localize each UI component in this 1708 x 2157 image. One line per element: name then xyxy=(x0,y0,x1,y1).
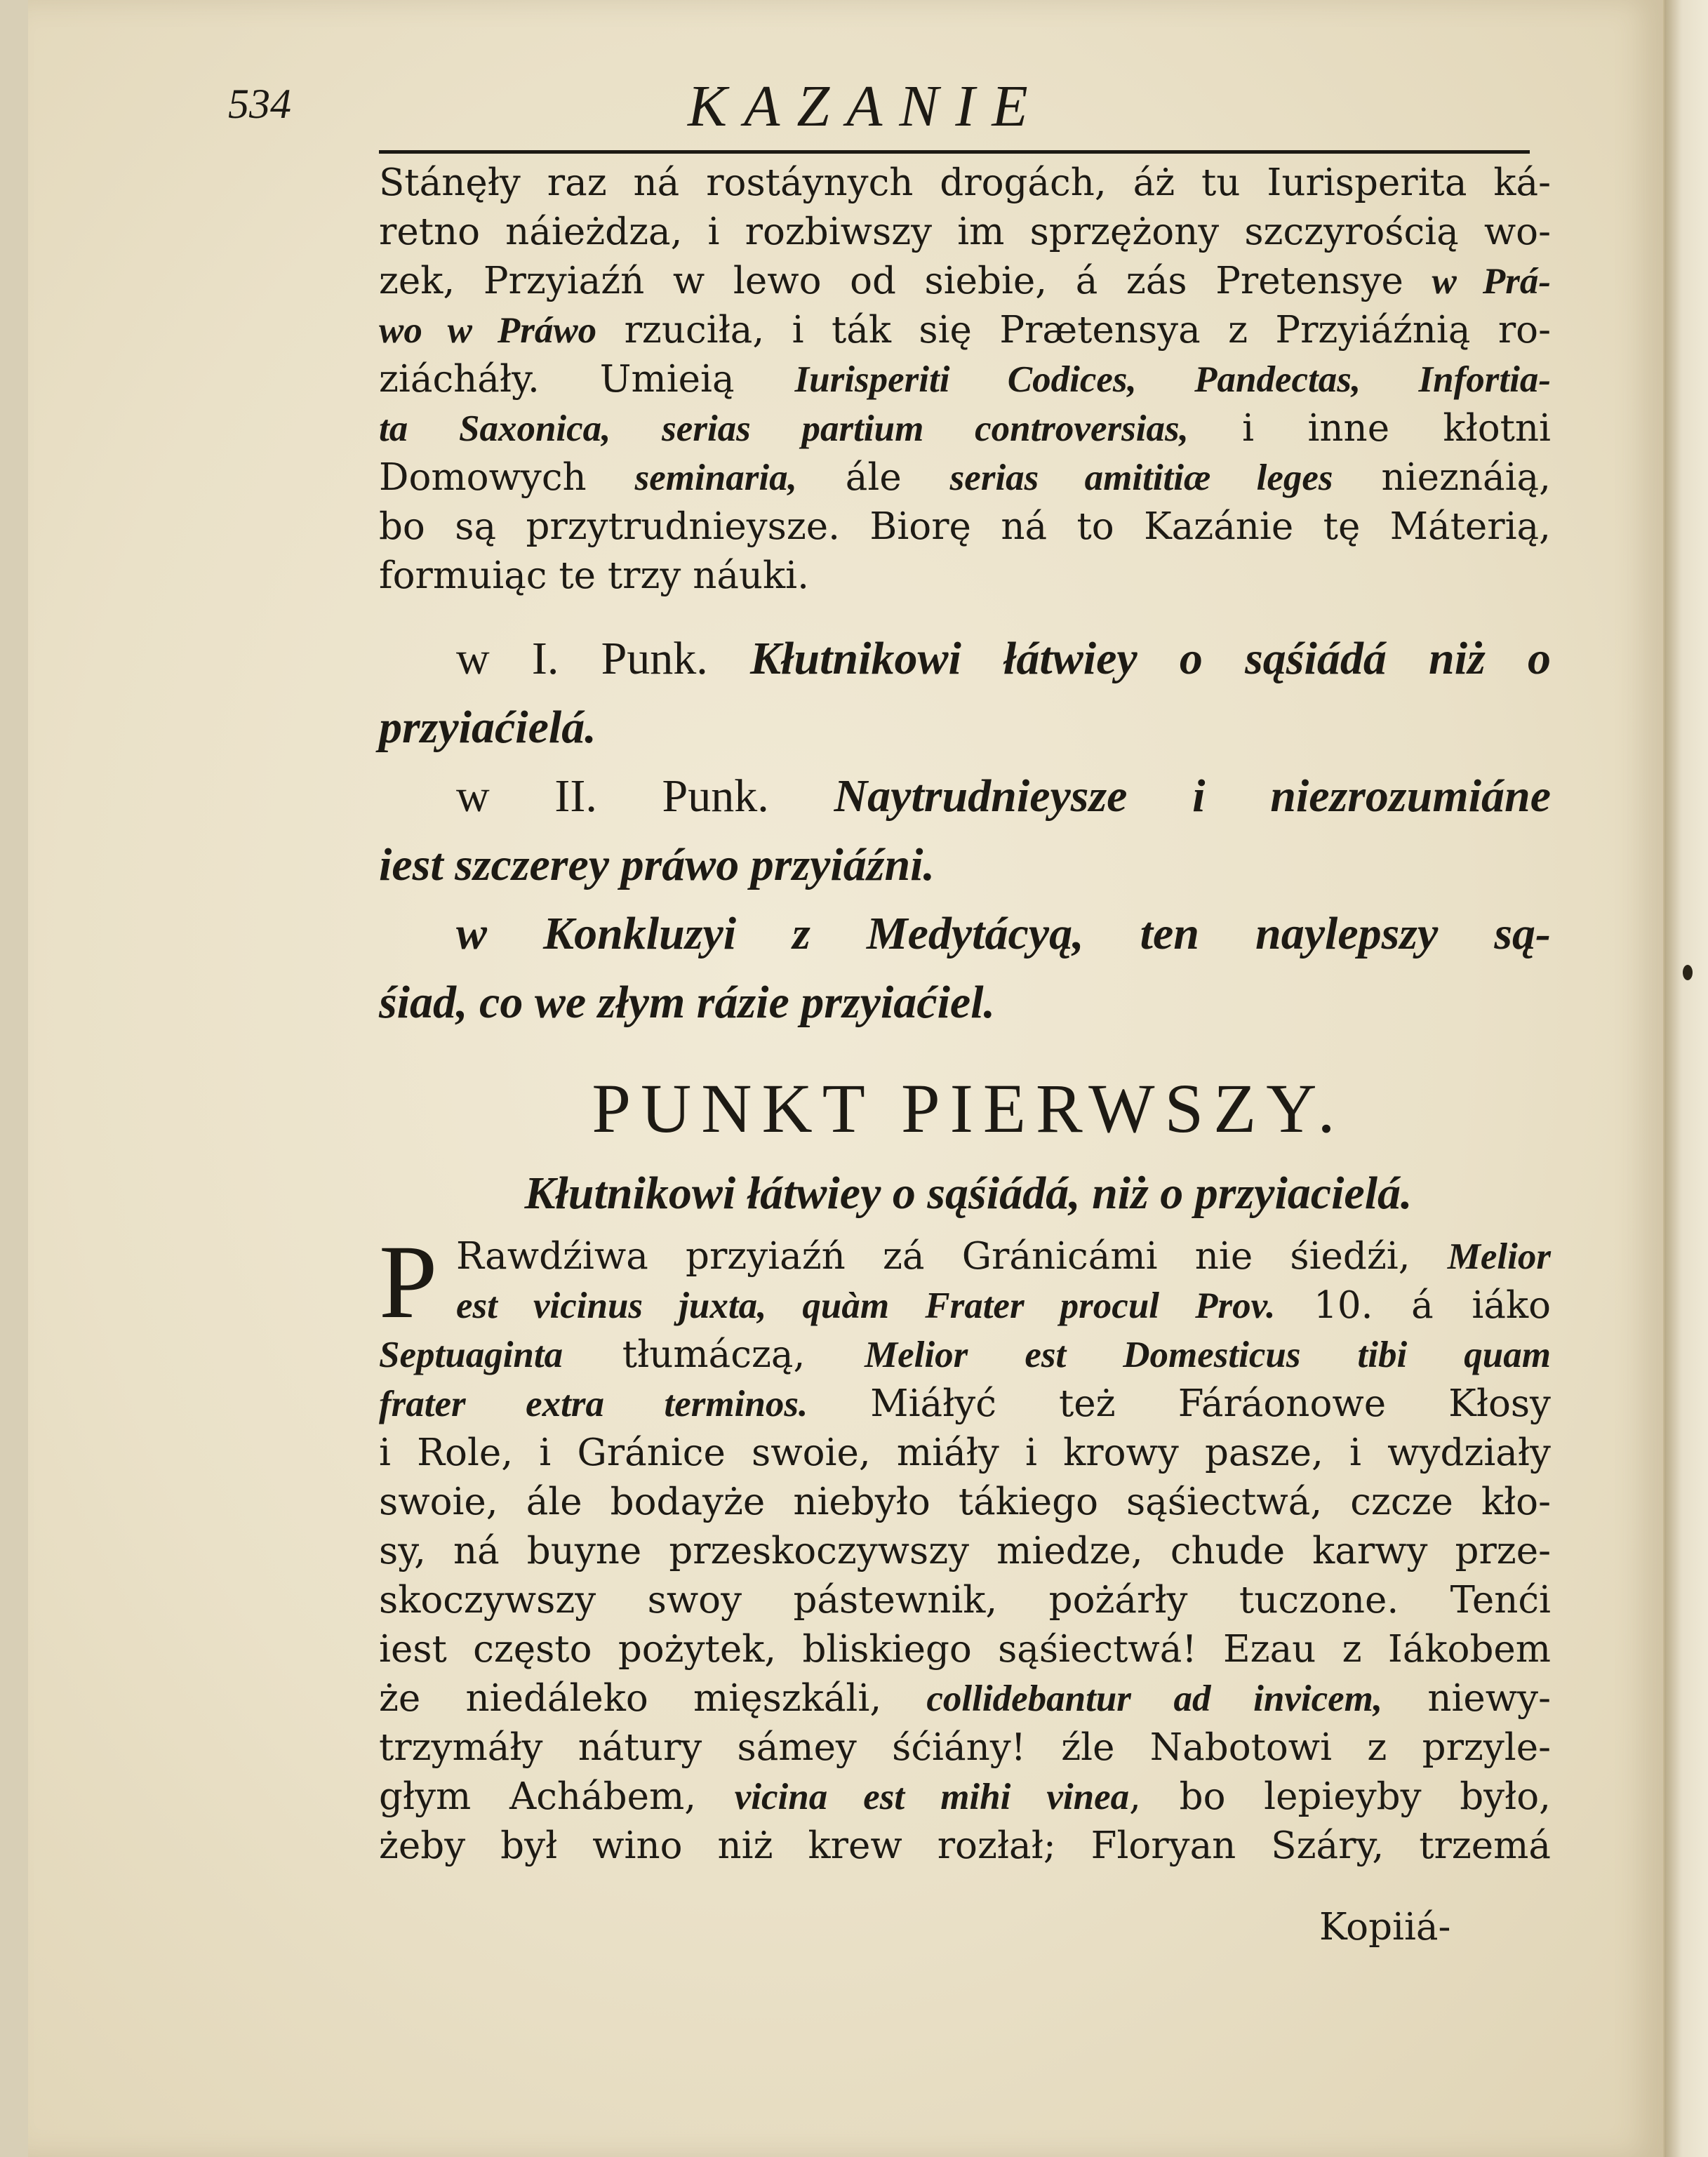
text-line xyxy=(379,900,1551,968)
text-line xyxy=(379,1723,1551,1772)
roman-text: w I. Punk. xyxy=(456,633,751,684)
roman-text: iest często pożytek, bliskiego sąśiectwá! Ezau z Iákobem xyxy=(379,1628,1551,1671)
text-line xyxy=(379,1527,1551,1576)
roman-text: skoczywszy swoy pástewnik, pożárły tuczone. Tenći xyxy=(379,1579,1551,1622)
catchword: Kopiiá- xyxy=(1319,1906,1451,1949)
italic-text: vicina est mihi vinea xyxy=(734,1777,1130,1817)
italic-text: ta Saxonica, serias partium controversias, xyxy=(379,408,1189,449)
text-line xyxy=(379,404,1551,453)
section-subheading: Kłutnikowi łátwiey o sąśiádá, niż o przyiacielá. xyxy=(524,1168,1413,1219)
italic-text: Iurisperiti Codices, Pandectas, Infortia- xyxy=(794,359,1551,400)
italic-text: w Konkluzyi z Medytácyą, ten naylepszy są- xyxy=(456,908,1551,959)
text-line xyxy=(379,208,1551,257)
roman-text: sy, ná buyne przeskoczywszy miedze, chude karwy prze- xyxy=(379,1530,1551,1572)
text-line xyxy=(379,257,1551,306)
text-line xyxy=(379,355,1551,404)
text-line xyxy=(379,968,1551,1037)
text-line xyxy=(379,1380,1551,1429)
italic-text: Melior xyxy=(1447,1236,1551,1277)
roman-text: ále xyxy=(796,456,950,499)
roman-text: , bo lepieyby było, xyxy=(1129,1775,1551,1818)
italic-text: iest szczerey práwo przyiáźni. xyxy=(379,839,935,890)
text-line xyxy=(379,306,1551,355)
text-line xyxy=(379,453,1551,502)
roman-text: 10. á iáko xyxy=(1275,1284,1551,1327)
text-line xyxy=(379,625,1551,693)
roman-text: bo są przytrudnieysze. Biorę ná to Kazánie tę Máterią, xyxy=(379,505,1551,548)
text-line xyxy=(379,1478,1551,1527)
roman-text: Domowych xyxy=(379,456,635,499)
roman-text: swoie, ále bodayże niebyło tákiego sąśiectwá, czcze kło- xyxy=(379,1481,1551,1523)
italic-text: w Prá- xyxy=(1432,261,1552,302)
italic-text: serias amititiæ leges xyxy=(949,458,1333,498)
italic-text: frater extra terminos. xyxy=(379,1384,808,1424)
roman-text: w II. Punk. xyxy=(456,770,834,822)
roman-text: zek, Przyiaźń w lewo od siebie, á zás Pretensye xyxy=(379,260,1432,302)
text-line xyxy=(379,1232,1551,1281)
roman-text: że niedáleko mięszkáli, xyxy=(379,1677,927,1720)
italic-text: Septuaginta xyxy=(379,1335,563,1375)
roman-text: i inne kłotni xyxy=(1188,407,1551,450)
header-rule xyxy=(379,150,1530,154)
text-line xyxy=(379,1576,1551,1625)
text-line xyxy=(379,693,1551,762)
roman-text: Rawdźiwa przyiaźń zá Gránicámi nie śiedźi, xyxy=(456,1235,1448,1278)
ink-spot xyxy=(1683,965,1693,980)
section-heading: PUNKT PIERWSZY. xyxy=(592,1069,1345,1147)
text-line xyxy=(379,502,1551,552)
roman-text: głym Achábem, xyxy=(379,1775,735,1818)
roman-text: trzymáły nátury sámey śćiány! źle Nabotowi z przyle- xyxy=(379,1726,1551,1769)
page-number: 534 xyxy=(228,81,291,127)
text-line xyxy=(379,552,1551,601)
text-line xyxy=(379,1281,1551,1330)
roman-text: retno náieżdza, i rozbiwszy im sprzężony szczyrością wo- xyxy=(379,211,1551,253)
section-paragraph xyxy=(379,1232,1551,1871)
italic-text: seminaria, xyxy=(634,458,797,498)
text-line xyxy=(379,1674,1551,1723)
roman-text: Stánęły raz ná rostáynych drogách, áż tu Iurisperita ká- xyxy=(379,161,1551,204)
italic-text: Melior est Domesticus tibi quam xyxy=(865,1335,1552,1375)
text-line xyxy=(379,762,1551,831)
italic-text: śiad, co we złym rázie przyiaćiel. xyxy=(379,977,996,1028)
text-line xyxy=(379,831,1551,900)
book-gutter xyxy=(1664,0,1708,2157)
roman-text: niewy- xyxy=(1382,1677,1552,1720)
text-line xyxy=(379,1429,1551,1478)
sermon-points xyxy=(379,625,1551,1037)
italic-text: wo w Práwo xyxy=(379,310,597,351)
italic-text: collidebantur ad invicem, xyxy=(926,1678,1383,1719)
roman-text: formuiąc te trzy náuki. xyxy=(379,554,809,597)
roman-text: Miáłyć też Fáráonowe Kłosy xyxy=(808,1382,1552,1425)
roman-text: i Role, i Gránice swoie, miáły i krowy pasze, i wydziały xyxy=(379,1431,1551,1474)
roman-text: rzuciła, i ták się Prætensya z Przyiáźnią ro- xyxy=(596,309,1551,352)
text-line xyxy=(379,1330,1551,1380)
italic-text: est vicinus juxta, quàm Frater procul Prov. xyxy=(456,1285,1276,1326)
roman-text: nieznáią, xyxy=(1333,456,1552,499)
italic-text: Kłutnikowi łátwiey o sąśiádá niż o xyxy=(750,633,1551,684)
roman-text: żeby był wino niż krew rozłał; Floryan Száry, trzemá xyxy=(379,1824,1551,1867)
text-line xyxy=(379,1822,1551,1871)
running-title: KAZANIE xyxy=(688,74,1045,139)
drop-cap: P xyxy=(379,1224,438,1340)
text-line xyxy=(379,159,1551,208)
italic-text: przyiaćielá. xyxy=(379,702,596,753)
text-line xyxy=(379,1625,1551,1674)
roman-text: ziácháły. Umieią xyxy=(379,358,795,401)
text-line xyxy=(379,1772,1551,1822)
roman-text: tłumáczą, xyxy=(563,1333,865,1376)
intro-paragraph xyxy=(379,159,1551,601)
italic-text: Naytrudnieysze i niezrozumiáne xyxy=(834,770,1552,822)
